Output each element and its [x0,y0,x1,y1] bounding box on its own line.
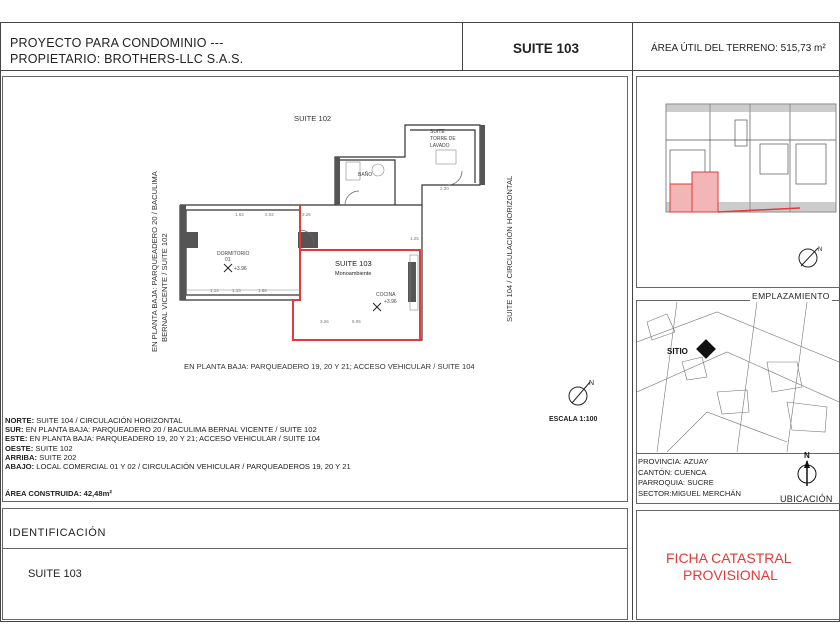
owner-label: PROPIETARIO: [10,52,101,66]
ubicacion-north: N [804,451,810,460]
room-laundry-2: TORRE DE [430,136,456,142]
dim-3: 3.26 [302,212,311,217]
room-laundry-1: SUITE [430,129,445,135]
boundary-norte: NORTE: SUITE 104 / CIRCULACIÓN HORIZONTAL [5,416,183,425]
owner-value: BROTHERS-LLC S.A.S. [104,52,244,66]
dim-2: 2.02 [265,212,274,217]
ubicacion-provincia: PROVINCIA: AZUAY [638,457,709,466]
dim-7: 3.26 [320,319,329,324]
plan-right-label: SUITE 104 / CIRCULACIÓN HORIZONTAL [505,175,514,322]
ubicacion-canton: CANTÓN: CUENCA [638,467,707,477]
room-bedroom: DORMITORIO [217,251,250,257]
plan-top-label: SUITE 102 [294,114,332,123]
boundary-oeste: OESTE: SUITE 102 [5,443,73,453]
compass-icon [792,448,824,488]
room-bedroom-level: +3.96 [234,266,247,272]
room-suite-sub: Monoambiente [335,271,372,277]
boundary-abajo: ABAJO: LOCAL COMERCIAL 01 Y 02 / CIRCULACIÓN VEHICULAR / PARQUEADEROS 19, 20 Y 21 [5,462,351,472]
right-column-divider [632,22,633,620]
room-kitchen-level: +3.96 [384,299,397,305]
project-line: PROYECTO PARA CONDOMINIO --- [10,36,224,50]
identificacion-divider [2,548,627,549]
dim-4: 1.14 [210,288,219,293]
key-plan [640,80,838,285]
room-suite: SUITE 103 [335,259,372,268]
ficha-line1: FICHA CATASTRAL [666,550,792,566]
area-terreno: ÁREA ÚTIL DEL TERRENO: 515,73 m² [651,43,826,54]
north-arrow [569,382,590,405]
identificacion-value: SUITE 103 [28,568,82,580]
dim-9: 2.30 [440,186,449,191]
suite-title: SUITE 103 [513,41,580,56]
boundary-sur: SUR: EN PLANTA BAJA: PARQUEADERO 20 / BACULIMA BERNAL VICENTE / SUITE 102 [5,425,317,435]
site-label: SITIO [667,347,688,356]
area-construida: ÁREA CONSTRUIDA: 42,48m² [5,489,112,498]
ubicacion-parroquia: PARROQUIA: SUCRE [638,478,714,488]
svg-text:·: · [775,363,777,367]
site-map [637,302,839,452]
ubicacion-title: UBICACIÓN [780,494,833,504]
room-kitchen: COCINA [376,292,396,298]
boundaries-list [5,416,351,471]
plan-bottom-label: EN PLANTA BAJA: PARQUEADERO 19, 20 Y 21; ACCESO VEHICULAR / SUITE 104 [184,362,475,371]
ubicacion-list [638,457,741,499]
room-laundry-3: LAVADO [430,143,450,149]
plan-left-label-1: EN PLANTA BAJA: PARQUEADERO 20 / BACULIMA [150,171,159,352]
ficha-line2: PROVISIONAL [683,567,778,583]
room-bedroom-num: 01 [225,257,231,263]
boundary-arriba: ARRIBA: SUITE 202 [5,452,77,462]
dim-10: 1.25 [410,236,419,241]
dim-1: 1.63 [235,212,244,217]
svg-text:N: N [818,247,823,253]
ubicacion-sector: SECTOR:MIGUEL MERCHÁN [638,488,741,498]
dim-6: 1.13 [232,288,241,293]
plan-left-label-2: BERNAL VICENTE / SUITE 102 [160,233,169,342]
dim-8: 5.05 [352,319,361,324]
identificacion-panel [2,508,628,620]
boundary-este: ESTE: EN PLANTA BAJA: PARQUEADERO 19, 20 Y 21; ACCESO VEHICULAR / SUITE 104 [5,434,321,444]
north-label: N [589,380,595,387]
identificacion-title: IDENTIFICACIÓN [9,527,107,539]
dim-5: 1.86 [258,288,267,293]
room-bath: BAÑO [358,172,373,178]
scale-label: ESCALA 1:100 [549,416,598,423]
emplazamiento-title: EMPLAZAMIENTO [752,291,830,301]
site-marker [696,339,716,359]
